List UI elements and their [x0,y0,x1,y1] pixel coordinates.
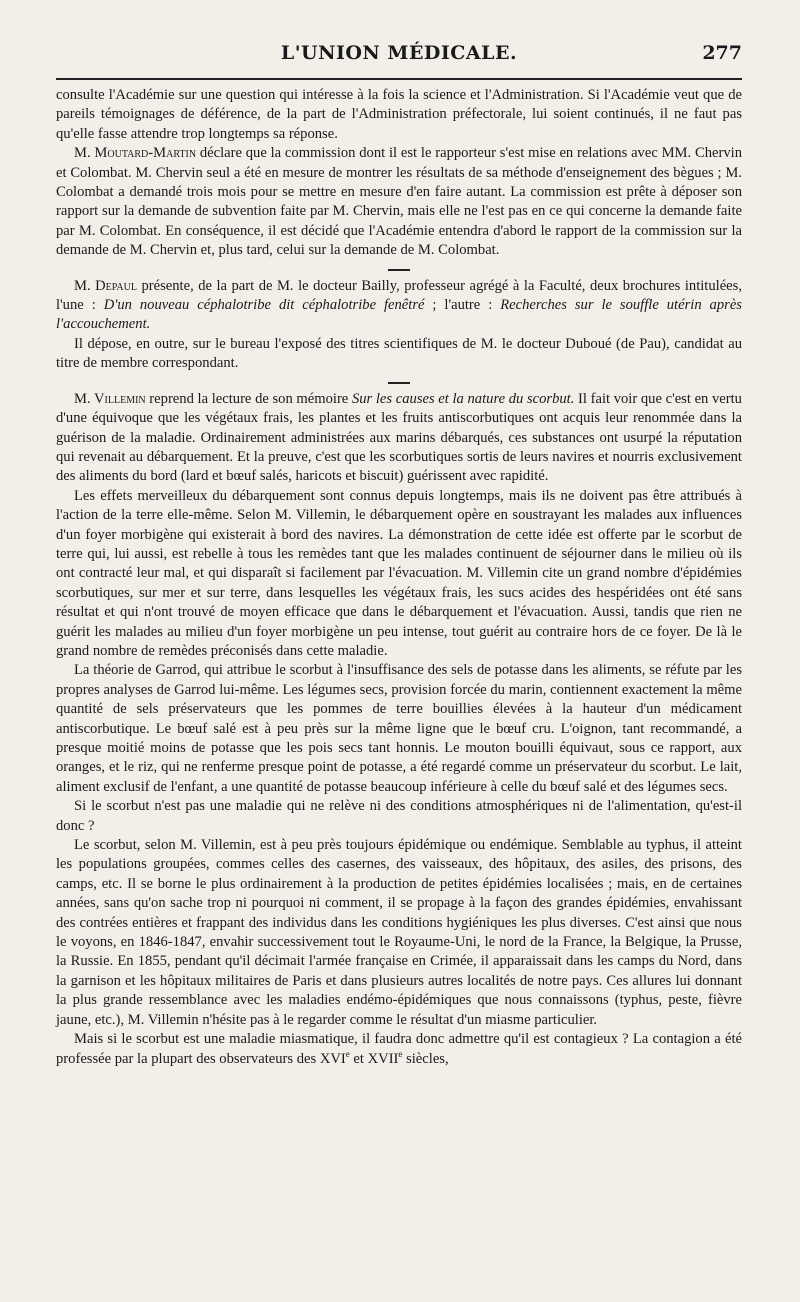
running-head: L'UNION MÉDICALE. [280,42,518,64]
memoir-title: Sur les causes et la nature du scorbut. [351,390,575,407]
paragraph-text: déclare que la commission dont il est le rapporteur s'est mise en relations avec MM. Chervin et Colombat. M. Chervin seul a été en mesure de montrer les résultats de sa méthode d'enseignement des bègues ; M. Colombat a demandé trois mois pour se mettre en mesure d'en faire autant. La commission est prête à déposer son rapport sur la demande de subvention faite par M. Chervin, mais elle ne l'est pas en ce qui concerne la demande faite par M. Colombat. En conséquence, il est décidé que l'Académie entendra d'abord le rapport de la commission sur la demande de M. Chervin et, plus tard, celui sur la demande de M. Colombat. [56,145,742,259]
paragraph [56,277,742,335]
speaker-name: M. Depaul [74,277,137,294]
paragraph [56,390,742,487]
section-separator [388,269,410,271]
paragraph-text: ; l'autre : [424,297,501,314]
paragraph-text: Il fait voir que c'est en vertu d'une équivoque que les végétaux frais, les plantes et les fruits antiscorbutiques ont acquis leur renommée dans la guérison de la maladie. Ordinairement administrées aux marins débarqués, ces substances ont usurpé la réputation qui revenait au débarquement. Et la preuve, c'est que les scorbutiques sortis de leurs navires et nourris exclusivement des aliments du bord (lard et bœuf salés, haricots et biscuit) guérissent avec rapidité. [56,390,742,485]
brochure-title: D'un nouveau céphalotribe dit céphalotribe fenêtré [103,297,425,314]
page-number: 277 [702,42,742,64]
paragraph: Il dépose, en outre, sur le bureau l'exposé des titres scientifiques de M. le docteur Duboué (de Pau), candidat au titre de membre correspondant. [56,335,742,372]
brochure-title: Recherches sur le souffle utérin après l'accouchement. [56,297,742,333]
paragraph: Si le scorbut n'est pas une maladie qui ne relève ni des conditions atmosphériques ni de l'alimentation, qu'est-il donc ? [56,798,742,834]
header-rule [56,78,742,80]
speaker-name: M. Villemin [74,390,146,407]
article-body [56,86,742,1069]
century-numeral: XVI [319,1050,346,1067]
paragraph-text: siècles, [402,1050,449,1067]
page-header [56,30,742,70]
paragraph [56,1030,742,1069]
ordinal-suffix: e [398,1048,403,1059]
paragraph: Le scorbut, selon M. Villemin, est à peu près toujours épidémique ou endémique. Semblable au typhus, il atteint les populations groupées, commes celles des casernes, des vaisseaux, des hôpitaux, des asiles, des prisons, des camps, etc. Il se borne le plus ordinairement à la production de petites épidémies localisées ; mais, en de certaines années, sans qu'on sache trop ni pourquoi ni comment, il se propage à la façon des grandes épidémies, envahissant des contrées entières et frappant des individus dans les conditions hygiéniques les plus diverses. C'est ainsi que nous le voyons, en 1846-1847, envahir successivement tout le Royaume-Uni, le nord de la France, la Belgique, la Prusse, la Russie. En 1855, pendant qu'il décimait l'armée française en Crimée, il apparaissait dans les camps du Nord, dans la garnison et les hôpitaux militaires de Paris et dans plusieurs autres localités de notre pays. Ces allures lui donnant la plus grande ressemblance avec les maladies endémo-épidémiques que nous connaissons (typhus, peste, fièvre jaune, etc.), M. Villemin n'hésite pas à le regarder comme le résultat d'un miasme particulier. [56,837,742,1028]
paragraph-text: présente, de la part de M. le docteur Bailly, professeur agrégé à la Faculté, deux brochures intitulées, l'une : [56,277,742,314]
paragraph: consulte l'Académie sur une question qui intéresse à la fois la science et l'Administration. Si l'Académie veut que de pareils témoignages de déférence, de la part de l'Administration préfectorale, lui soient continués, il ne faut pas qu'elle fasse attendre trop longtemps sa réponse. [56,87,742,142]
paragraph-text: Mais si le scorbut est une maladie miasmatique, il faudra donc admettre qu'il est contagieux ? La contagion a été professée par la plupart des observateurs des [56,1031,742,1067]
century-numeral: XVII [367,1050,399,1067]
section-separator [388,382,410,384]
speaker-name: M. Moutard-Martin [74,145,197,162]
ordinal-suffix: e [345,1048,350,1059]
paragraph [56,144,742,260]
paragraph-text: reprend la lecture de son mémoire [145,390,352,407]
paragraph-text: et [349,1050,368,1067]
paragraph: La théorie de Garrod, qui attribue le scorbut à l'insuffisance des sels de potasse dans les aliments, se réfute par les propres analyses de Garrod lui-même. Les légumes secs, provision forcée du marin, contiennent exactement la même quantité de sels préservateurs que les pommes de terre bouillies élevées à la hauteur d'un médicament antiscorbutique. Le bœuf salé est à peu près sur la même ligne que le bœuf cru. L'oignon, tant recommandé, a presque moitié moins de potasse que les pois secs tant honnis. Le mouton bouilli équivaut, sous ce rapport, aux oranges, et le riz, qui ne renferme presque point de potasse, a été regardé comme un préservateur du scorbut. Le lait, aliment exclusif de l'enfant, a une quantité de potasse beaucoup inférieure à celle du bœuf salé et des légumes secs. [56,662,742,795]
paragraph: Les effets merveilleux du débarquement sont connus depuis longtemps, mais ils ne doivent pas être attribués à l'action de la terre elle-même. Selon M. Villemin, le débarquement opère en soustrayant les malades aux influences d'un foyer morbigène qui existerait à bord des navires. La démonstration de cette idée est offerte par le scorbut de terre qui, lui aussi, est rebelle à tous les remèdes tant que les malades continuent de séjourner dans le milieu où ils ont contracté leur mal, et qui disparaît si facilement par l'évacuation. M. Villemin cite un grand nombre d'épidémies scorbutiques, sur mer et sur terre, dans lesquelles les végétaux frais, les sucs acides des hespéridées ont été sans résultat et qui n'ont trouvé de moyen efficace que dans le débarquement et l'évacuation. Aussi, tandis que rien ne guérit les malades au milieu d'un foyer morbigène un peu intense, tout guérit au contraire hors de ce foyer. De là le grand nombre de remèdes préconisés dans cette maladie. [56,487,742,659]
